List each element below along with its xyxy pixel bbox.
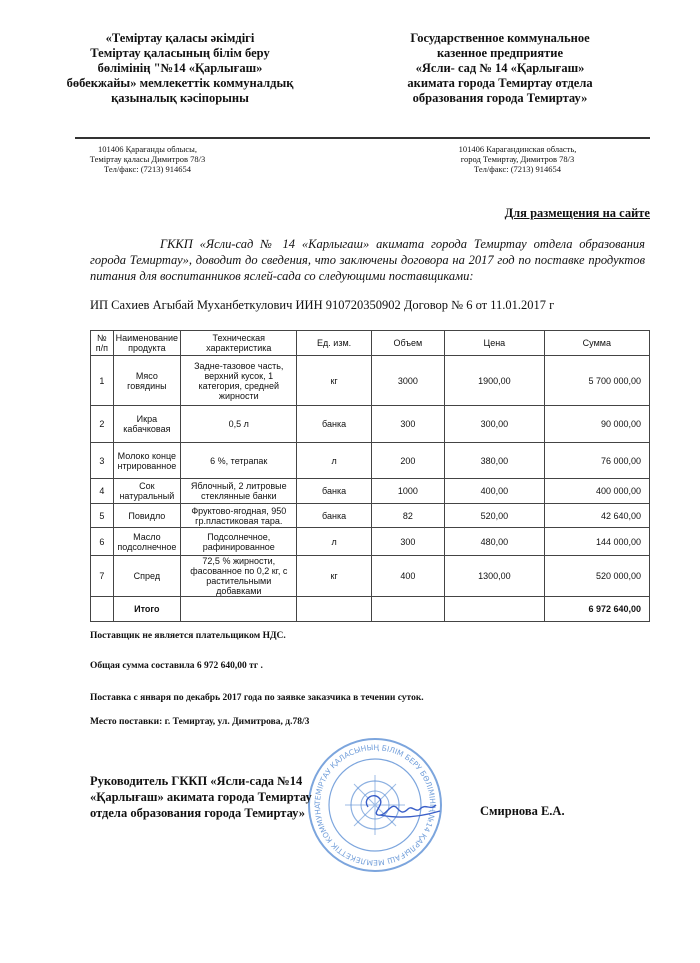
cell-qty: 400 bbox=[371, 556, 444, 597]
cell-qty: 300 bbox=[371, 406, 444, 443]
header-cell: Объем bbox=[371, 331, 444, 356]
signatory-name: Смирнова Е.А. bbox=[480, 804, 565, 818]
header-cell: Сумма bbox=[544, 331, 649, 356]
products-table bbox=[90, 330, 650, 622]
table-row bbox=[91, 356, 650, 406]
cell-unit: кг bbox=[297, 556, 371, 597]
table-row bbox=[91, 504, 650, 528]
cell-num bbox=[91, 597, 114, 622]
cell-name: Повидло bbox=[113, 504, 180, 528]
cell-num: 7 bbox=[91, 556, 114, 597]
cell-unit: кг bbox=[297, 356, 371, 406]
intro-paragraph: ГККП «Ясли-сад № 14 «Карлыгаш» акимата города Темиртау отдела образования города Темиртау», доводит до сведения, что заключены договора на 2017 год по поставке продуктов питания для воспитанников яслей-сада со следующими поставщиками: bbox=[90, 237, 645, 283]
cell-unit: л bbox=[297, 443, 371, 479]
cell-spec: Фруктово-ягодная, 950 гр.пластиковая тара. bbox=[181, 504, 297, 528]
header-divider bbox=[75, 137, 650, 139]
cell-sum: 520 000,00 bbox=[544, 556, 649, 597]
cell-sum: 90 000,00 bbox=[544, 406, 649, 443]
handwritten-signature bbox=[360, 785, 445, 830]
address-kz: 101406 Қарағанды облысы, Теміртау қаласы Димитров 78/3 Тел/факс: (7213) 914654 bbox=[89, 144, 206, 174]
header-cell: Ед. изм. bbox=[297, 331, 371, 356]
cell-spec: 6 %, тетрапак bbox=[181, 443, 297, 479]
cell-name: Масло подсолнечное bbox=[113, 528, 180, 556]
note-vat: Поставщик не является плательщиком НДС. bbox=[90, 631, 286, 641]
note-place: Место поставки: г. Темиртау, ул. Димитрова, д.78/3 bbox=[90, 717, 310, 727]
cell-price: 400,00 bbox=[445, 479, 545, 504]
table-row bbox=[91, 406, 650, 443]
total-sum: 6 972 640,00 bbox=[544, 597, 649, 622]
cell-num: 6 bbox=[91, 528, 114, 556]
cell-unit: банка bbox=[297, 504, 371, 528]
cell-name: Сок натуральный bbox=[113, 479, 180, 504]
cell-name: Икра кабачковая bbox=[113, 406, 180, 443]
stamp-text: ТЕМІРТАУ ҚАЛАСЫНЫҢ БІЛІМ БЕРУ БӨЛІМІНІҢ №14 ҚАРЛЫҒАШ МЕМЛЕКЕТТІК КОММУНА bbox=[312, 742, 438, 868]
cell-spec: 72,5 % жирности, фасованное по 0,2 кг, с растительными добавками bbox=[181, 556, 297, 597]
cell-sum: 76 000,00 bbox=[544, 443, 649, 479]
header-cell: № п/п bbox=[91, 331, 114, 356]
cell-empty bbox=[445, 597, 545, 622]
cell-spec: Подсолнечное, рафинированное bbox=[181, 528, 297, 556]
cell-price: 480,00 bbox=[445, 528, 545, 556]
cell-sum: 400 000,00 bbox=[544, 479, 649, 504]
site-note: Для размещения на сайте bbox=[504, 206, 650, 220]
cell-sum: 42 640,00 bbox=[544, 504, 649, 528]
cell-spec: Задне-тазовое часть, верхний кусок, 1 категория, средней жирности bbox=[181, 356, 297, 406]
table-header-row bbox=[91, 331, 650, 356]
header-cell: Наименование продукта bbox=[113, 331, 180, 356]
cell-unit: л bbox=[297, 528, 371, 556]
header-cell: Техническая характеристика bbox=[181, 331, 297, 356]
cell-num: 2 bbox=[91, 406, 114, 443]
cell-qty: 1000 bbox=[371, 479, 444, 504]
cell-price: 380,00 bbox=[445, 443, 545, 479]
cell-name: Молоко концентрированное bbox=[113, 443, 180, 479]
cell-name: Мясо говядины bbox=[113, 356, 180, 406]
cell-num: 4 bbox=[91, 479, 114, 504]
table-total-row bbox=[91, 597, 650, 622]
header-ru-title: Государственное коммунальное казенное предприятие «Ясли- сад № 14 «Қарлығаш» акимата города Темиртау отдела образования города Темиртау» bbox=[407, 31, 593, 105]
cell-price: 1900,00 bbox=[445, 356, 545, 406]
header-kz-title: «Теміртау қаласы әкімдігі Теміртау қаласының білім беру бөлімінің "№14 «Қарлығаш» бөбекжайы» мемлекеттік коммуналдық қазыналық кәсіпорыны bbox=[66, 31, 294, 105]
cell-spec: 0,5 л bbox=[181, 406, 297, 443]
note-total: Общая сумма составила 6 972 640,00 тг . bbox=[90, 661, 263, 671]
cell-sum: 5 700 000,00 bbox=[544, 356, 649, 406]
cell-qty: 300 bbox=[371, 528, 444, 556]
cell-num: 1 bbox=[91, 356, 114, 406]
cell-price: 520,00 bbox=[445, 504, 545, 528]
cell-empty bbox=[181, 597, 297, 622]
note-delivery: Поставка с января по декабрь 2017 года по заявке заказчика в течении суток. bbox=[90, 693, 424, 703]
cell-unit: банка bbox=[297, 406, 371, 443]
table-row bbox=[91, 528, 650, 556]
cell-num: 3 bbox=[91, 443, 114, 479]
table-row bbox=[91, 443, 650, 479]
header-cell: Цена bbox=[445, 331, 545, 356]
cell-unit: банка bbox=[297, 479, 371, 504]
address-ru: 101406 Карагандинская область, город Темиртау, Димитров 78/3 Тел/факс: (7213) 914654 bbox=[458, 144, 577, 174]
cell-qty: 200 bbox=[371, 443, 444, 479]
cell-qty: 82 bbox=[371, 504, 444, 528]
signatory-position: Руководитель ГККП «Ясли-сада №14 «Қарлығаш» акимата города Темиртау отдела образования города Темиртау» bbox=[90, 774, 312, 820]
cell-empty bbox=[297, 597, 371, 622]
supplier-line: ИП Сахиев Агыбай Муханбеткулович ИИН 910720350902 Договор № 6 от 11.01.2017 г bbox=[90, 298, 555, 312]
total-label: Итого bbox=[113, 597, 180, 622]
cell-name: Спред bbox=[113, 556, 180, 597]
cell-price: 1300,00 bbox=[445, 556, 545, 597]
cell-sum: 144 000,00 bbox=[544, 528, 649, 556]
cell-num: 5 bbox=[91, 504, 114, 528]
cell-spec: Яблочный, 2 литровые стеклянные банки bbox=[181, 479, 297, 504]
cell-price: 300,00 bbox=[445, 406, 545, 443]
table-row bbox=[91, 556, 650, 597]
table-row bbox=[91, 479, 650, 504]
cell-qty: 3000 bbox=[371, 356, 444, 406]
cell-empty bbox=[371, 597, 444, 622]
